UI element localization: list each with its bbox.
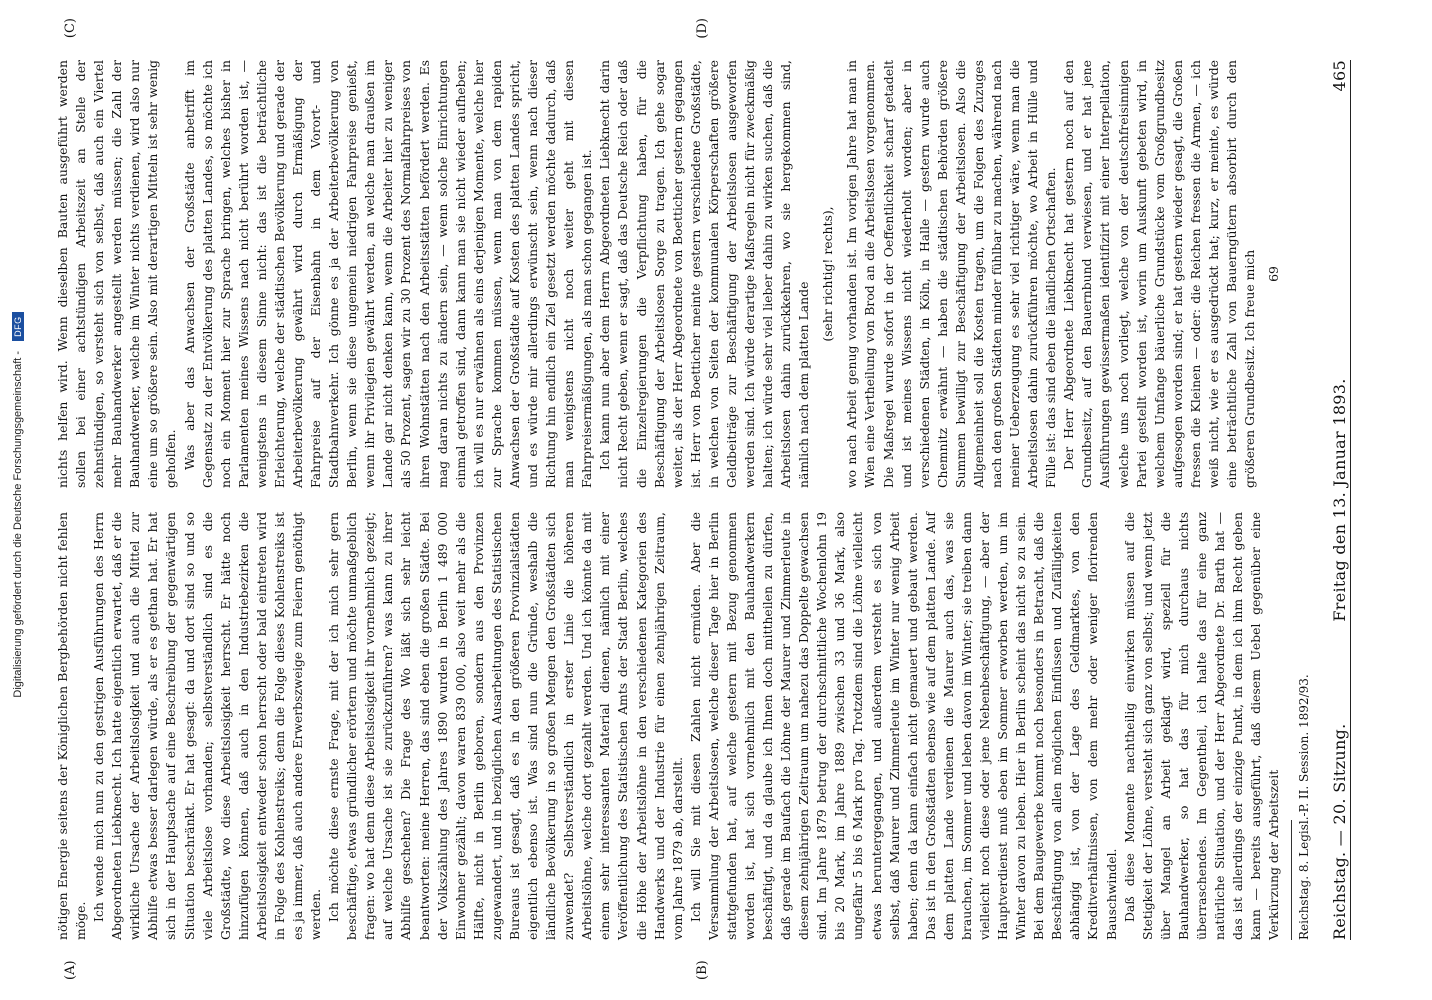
paragraph: nötigen Energie seitens der Königlichen Bergbehörden nicht fehlen möge. [55, 512, 89, 940]
header-left: Reichstag. — 20. Sitzung. [1329, 723, 1349, 940]
paragraph: Ich kann nun aber dem Herrn Abgeordneten Liebknecht darin nicht Recht geben, wenn er sagt, daß das Deutsche Reich oder daß die Einzelregierungen die Verpflichtung haben, für die Beschäftigung der Arbeitslosen Sorge zu tragen. Ich gehe sogar weiter, als der Herr Abgeordnete von Boetticher gestern gegangen ist. Herr von Boetticher meinte gestern verschiedene Großstädte, in welchen von Seiten der kommunalen Körperschaften größere Geldbeiträge zur Beschäftigung der Arbeitslosen ausgeworfen werden sind. Ich würde derartige Maßregeln nicht für zweckmäßig halten; ich würde sehr viel lieber dahin zu wirken suchen, daß die Arbeitslosen dahin zurückkehren, wo sie hergekommen sind, nämlich nach dem platten Lande [597, 60, 812, 488]
interjection: (sehr richtig! rechts), [820, 206, 836, 342]
left-column [54, 512, 1316, 980]
margin-marker-b: (B) [695, 960, 710, 980]
paragraph: Ich wende mich nun zu den gestrigen Ausführungen des Herrn Abgeordneten Liebknecht. Ich hatte eigentlich erwartet, daß er die wirkliche Ursache der Arbeitslosigkeit und auch die Mittel zur Abhilfe etwas besser darlegen würde, als er es gethan hat. Er hat sich in der Hauptsache auf eine Beschreibung der gegenwärtigen Situation beschränkt. Er hat gesagt: da und dort sind so und so viele Arbeitslose vorhanden; selbstverständlich sind es die Großstädte, wo diese Arbeitslosigkeit herrscht. Er hätte noch hinzufügen können, daß auch in den Industriebezirken die Arbeitslosigkeit entweder schon herrscht oder bald eintreten wird in Folge des Kohlenstreiks; denn die Folge dieses Kohlenstreiks ist es ja immer, daß auch andere Erwerbszweige zum Feiern genöthigt werden. [91, 512, 324, 940]
margin-marker-d: (D) [695, 18, 710, 39]
signature-number: 69 [1266, 266, 1282, 282]
paragraph: Was aber das Anwachsen der Großstädte anbetrifft im Gegensatz zu der Entvölkerung des platten Landes, so möchte ich noch ein Moment hier zur Sprache bringen, welches bisher in Parlamenten meines Wissens nach nicht berührt worden ist, — wenigstens in diesem Sinne nicht: das ist die beträchtliche Erleichterung, welche der städtischen Bevölkerung und gerade der Arbeiterbevölkerung gewährt wird durch Ermäßigung der Fahrpreise auf der Eisenbahn in dem Vorort- und Stadtbahnverkehr. Ich gönne es ja der Arbeiterbevölkerung von Berlin, wenn sie diese ungemein niedrigen Fahrpreise genießt, wenn ihr Privilegien gewährt werden, an welche man draußen im Lande gar nicht denken kann, wenn die Arbeiter hier zu weniger als 50 Prozent, sagen wir zu 30 Prozent des Normalfahrpreises von ihren Wohnstätten nach den Arbeitsstätten befördert werden. Es mag daran nichts zu ändern sein, — wenn solche Einrichtungen einmal getroffen sind, dann kann man sie nicht wieder aufheben; ich will es nur erwähnen als eins derjenigen Momente, welche hier zur Sprache kommen müssen, wenn man von dem rapiden Anwachsen der Großstädte auf Kosten des platten Landes spricht, und es würde mir allerdings erwünscht sein, wenn nach dieser Richtung hin endlich ein Ziel gesetzt werden möchte dadurch, daß man wenigstens nicht noch weiter geht mit diesen Fahrpreisermäßigungen, als man schon gegangen ist. [181, 60, 595, 488]
digitization-notice [10, 16, 26, 994]
page-number: 465 [1329, 60, 1349, 92]
paragraph: Der Herr Abgeordnete Liebknecht hat gestern noch auf den Grundbesitz, auf den Bauernbund verwiesen, und er hat jene Ausführungen gewissermaßen identifizirt mit einer Interpellation, welche uns noch vorliegt, welche von der deutschfreisinnigen Partei gestellt worden ist, worin um Auskunft gebeten wird, in welchem Umfange bäuerliche Grundstücke vom Großgrundbesitz aufgesogen worden sind; er hat gestern wieder gesagt, die Großen fressen die Kleinen — oder: die Reichen fressen die Armen, — ich weiß nicht, wie er es ausgedrückt hat; kurz, er meinte, es würde eine beträchtliche Zahl von Bauerngütern absorbirt durch den größeren Grundbesitz. Ich freue mich [1061, 60, 1258, 488]
footnote: Reichstag. 8. Legisl.-P. II. Session. 1892/93. [1297, 674, 1312, 940]
right-column [54, 18, 1316, 488]
paragraph: wo nach Arbeit genug vorhanden ist. Im vorigen Jahre hat man in Wien eine Vertheilung von Brod an die Arbeitslosen vorgenommen. Die Maßregel wurde sofort in der Oeffentlichkeit scharf getadelt und ist meines Wissens nicht wiederholt worden; aber in verschiedenen Städten, in Köln, in Halle — gestern wurde auch Chemnitz erwähnt — haben die städtischen Behörden größere Summen bewilligt zur Beschäftigung der Arbeitslosen. Also die Allgemeinheit soll die Kosten tragen, um die Folgen des Zuzuges nach den großen Städten minder fühlbar zu machen, während nach meiner Ueberzeugung es sehr viel richtiger wäre, wenn man die Arbeitslosen dahin zurückführen möchte, wo Arbeit in Hülle und Fülle ist: das sind eben die ländlichen Ortschaften. [844, 60, 1059, 488]
paragraph: Ich will Sie mit diesen Zahlen nicht ermüden. Aber die Versammlung der Arbeitslosen, welche dieser Tage hier in Berlin stattgefunden hat, auf welche gestern mit Bezug genommen worden ist, hat sich vornehmlich mit den Bauhandwerkern beschäftigt, und da glaube ich Ihnen doch mittheilen zu dürfen, daß gerade im Baufach die Löhne der Maurer und Zimmerleute in diesem zehnjährigen Zeitraum um nahezu das Doppelte gewachsen sind. Im Jahre 1879 betrug der durchschnittliche Wochenlohn 19 bis 20 Mark, im Jahre 1889 zwischen 33 und 36 Mark, also ungefähr 5 bis 6 Mark pro Tag. Trotzdem sind die Löhne vielleicht etwas heruntergegangen, und außerdem versteht es sich von selbst, daß Maurer und Zimmerleute im Winter nur wenig Arbeit haben; denn da kann einfach nicht gemauert und gebaut werden. Das ist in den Großstädten ebenso wie auf dem platten Lande. Auf dem platten Lande verdienen die Maurer auch das, was sie brauchen, im Sommer und leben davon im Winter; sie treiben dann vielleicht noch diese oder jene Nebenbeschäftigung, — aber der Hauptverdienst muß eben im Sommer erworben werden, um im Winter davon zu leben. Hier in Berlin scheint das nicht so zu sein. Bei dem Baugewerbe kommt noch besonders in Betracht, daß die Beschäftigung von allen möglichen Einflüssen und Zufälligkeiten abhängig ist, von der Lage des Geldmarktes, von den Kreditverhältnissen, von dem mehr oder weniger florirenden Bauschwindel. [687, 512, 1119, 940]
paragraph: Ich möchte diese ernste Frage, mit der ich mich sehr gern beschäftige, etwas gründlicher erörtern und möchte unmaßgeblich fragen: wo hat denn diese Arbeitslosigkeit ihr vornehmlich gezeigt; auf welche Ursache ist sie zurückzuführen? was kann zu ihrer Abhilfe geschehen? Die Frage des Wo läßt sich sehr leicht beantworten: meine Herren, das sind eben die großen Städte. Bei der Volkszählung des Jahres 1890 wurden in Berlin 1 489 000 Einwohner gezählt; davon waren 839 000, also weit mehr als die Hälfte, nicht in Berlin geboren, sondern aus den Provinzen zugewandert, und in bezüglichen Ausarbeitungen des Statistischen Bureaus ist gesagt, daß es in den größeren Provinzialstädten eigentlich ebenso ist. Was sind nun die Gründe, weshalb die ländliche Bevölkerung in so großen Mengen den Großstädten sich zuwendet? Selbstverständlich in erster Linie die höheren Arbeitslöhne, welche dort gezahlt werden. Und ich könnte da mit einem sehr interessanten Material dienen, nämlich mit einer Veröffentlichung des Statistischen Amts der Stadt Berlin, welches die Höhe der Arbeitslöhne in den verschiedenen Kategorien des Handwerks und der Industrie für einen zehnjährigen Zeitraum, vom Jahre 1879 ab, darstellt. [326, 512, 685, 940]
header-date: Freitag den 13. Januar 1893. [1329, 378, 1349, 622]
margin-marker-a: (A) [63, 960, 78, 980]
dfg-logo-icon: DFG [12, 312, 24, 341]
running-header [1328, 60, 1351, 940]
margin-marker-c: (C) [63, 18, 78, 39]
paragraph: nichts helfen wird. Wenn dieselben Bauten ausgeführt werden sollen bei einer achtstündigen Arbeitszeit an Stelle der zehnstündigen, so versteht sich von selbst, daß auch ein Viertel mehr Bauhandwerker angestellt werden müssen; die Zahl der Bauhandwerker, welche im Winter nichts verdienen, wird also nur eine um so größere sein. Also mit derartigen Mitteln ist sehr wenig geholfen. [55, 60, 179, 488]
digitization-text: Digitalisierung gefördert durch die Deutsche Forschungsgemeinschaft - [12, 350, 24, 698]
paragraph: Daß diese Momente nachtheilig einwirken müssen auf die Stetigkeit der Löhne, versteht sich ganz von selbst; und wenn jetzt über Mangel an Arbeit geklagt wird, speziell für die Bauhandwerker, so hat das für mich durchaus nichts überraschendes. Im Gegentheil, ich halte das für eine ganz natürliche Situation, und der Herr Abgeordnete Dr. Barth hat — das ist allerdings der einzige Punkt, in dem ich ihm Recht geben kann — bereits ausgeführt, daß diesem Uebel gegenüber eine Verkürzung der Arbeitszeit [1121, 512, 1282, 940]
footnote-divider [1291, 820, 1292, 940]
page-body [54, 18, 1316, 980]
